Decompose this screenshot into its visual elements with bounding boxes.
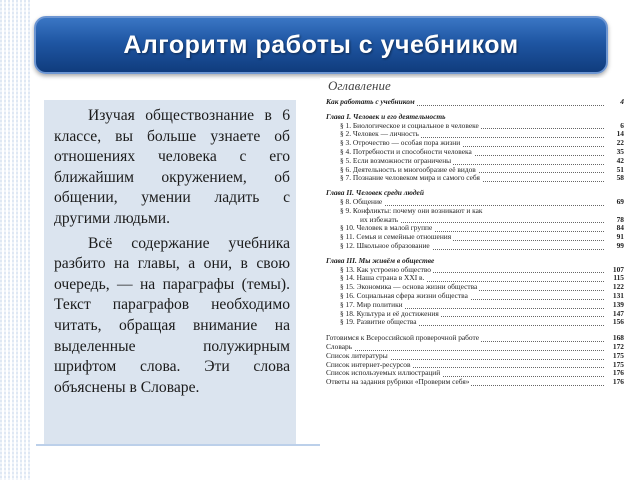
- toc-page-number: 35: [606, 148, 624, 157]
- toc-row: [320, 283, 626, 292]
- toc-row: [320, 292, 626, 301]
- toc-row: [320, 369, 626, 378]
- toc-row: [320, 334, 626, 343]
- toc-page-number: 107: [606, 266, 624, 275]
- toc-row: [320, 301, 626, 310]
- toc-dot-leader: [320, 350, 604, 351]
- toc-row-text: § 18. Культура и её достижения: [320, 310, 441, 319]
- toc-row-text: § 9. Конфликты: почему они возникают и как: [320, 207, 485, 216]
- toc-row: [320, 318, 626, 327]
- toc-row: [320, 122, 626, 131]
- toc-row: [320, 174, 626, 183]
- text-paragraph-2: Всё содержание учебника разбито на главы, а они, в свою очередь, — на параграфы (темы). Текст параграфов необходимо читать, обращая внимание на выделенные полужирным шрифтом слова. Эти слова объяснены в Словаре.: [54, 234, 290, 396]
- toc-page-number: 91: [606, 233, 624, 242]
- toc-page-number: 51: [606, 166, 624, 175]
- toc-row-text: их избежать: [320, 216, 400, 225]
- toc-row: [320, 157, 626, 166]
- toc-row-text: § 5. Если возможности ограничены: [320, 157, 453, 166]
- toc-row-text: Готовимся к Всероссийской проверочной работе: [320, 334, 481, 343]
- toc-page-number: 22: [606, 139, 624, 148]
- toc-row-text: § 16. Социальная сфера жизни общества: [320, 292, 470, 301]
- toc-row: [320, 130, 626, 139]
- toc-page-number: 175: [606, 352, 624, 361]
- toc-chapter-text: Глава I. Человек и его деятельность: [320, 113, 448, 122]
- toc-row: [320, 310, 626, 319]
- toc-row-text: § 19. Развитие общества: [320, 318, 419, 327]
- toc-row-text: Ответы на задания рубрики «Проверим себя»: [320, 378, 471, 387]
- toc-page-number: 131: [606, 292, 624, 301]
- toc-row-text: § 8. Общение: [320, 198, 384, 207]
- toc-row-text: Словарь: [320, 343, 354, 352]
- toc-row-text: § 13. Как устроено общество: [320, 266, 433, 275]
- toc-row-text: § 14. Наша страна в XXI в.: [320, 274, 426, 283]
- toc-row: [320, 361, 626, 370]
- toc-row-intro: [320, 98, 626, 107]
- toc-chapter-text: Глава III. Мы живём в обществе: [320, 257, 436, 266]
- text-card: [44, 100, 296, 444]
- toc-row-text: Список используемых иллюстраций: [320, 369, 442, 378]
- table-of-contents-image: [320, 78, 626, 466]
- toc-page-number: 156: [606, 318, 624, 327]
- toc-row-text: § 2. Человек — личность: [320, 130, 421, 139]
- toc-row-text: § 1. Биологическое и социальное в человеке: [320, 122, 481, 131]
- toc-page-number: 4: [606, 98, 624, 107]
- toc-row: [320, 233, 626, 242]
- toc-page-number: 168: [606, 334, 624, 343]
- toc-row-text: § 6. Деятельность и многообразие её видов: [320, 166, 478, 175]
- toc-row-text: § 10. Человек в малой группе: [320, 224, 434, 233]
- toc-row-text: § 11. Семья и семейные отношения: [320, 233, 453, 242]
- toc-row-text: § 17. Мир политики: [320, 301, 405, 310]
- toc-chapter-text: Глава II. Человек среди людей: [320, 189, 426, 198]
- toc-heading: Оглавление: [328, 78, 391, 93]
- text-paragraph-1: Изучая обществознание в 6 классе, вы больше узнаете об отношениях человека с его ближайшим окружением, об общении, умении ладить с другими людьми.: [54, 107, 290, 227]
- toc-row-text: Список интернет-ресурсов: [320, 361, 413, 370]
- toc-row-text: Как работать с учебником: [320, 98, 417, 107]
- toc-row-text: Список литературы: [320, 352, 390, 361]
- toc-page-number: 122: [606, 283, 624, 292]
- toc-page-number: 172: [606, 343, 624, 352]
- toc-page-number: 175: [606, 361, 624, 370]
- toc-row: [320, 148, 626, 157]
- title-banner: [34, 16, 608, 74]
- toc-row: [320, 242, 626, 251]
- toc-page-number: 139: [606, 301, 624, 310]
- slide-title: Алгоритм работы с учебником: [123, 30, 519, 59]
- toc-page-number: 69: [606, 198, 624, 207]
- toc-row-text: § 3. Отрочество — особая пора жизни: [320, 139, 462, 148]
- toc-page-number: 42: [606, 157, 624, 166]
- toc-row-text: § 4. Потребности и способности человека: [320, 148, 474, 157]
- toc-row: [320, 207, 626, 216]
- toc-page-number: 176: [606, 369, 624, 378]
- toc-row: [320, 139, 626, 148]
- toc-row: [320, 352, 626, 361]
- toc-row: [320, 166, 626, 175]
- toc-row-text: § 12. Школьное образование: [320, 242, 432, 251]
- toc-row-text: § 15. Экономика — основа жизни общества: [320, 283, 479, 292]
- toc-page-number: 176: [606, 378, 624, 387]
- toc-chapter-2-title: [320, 189, 626, 198]
- toc-chapter-3-title: [320, 257, 626, 266]
- toc-page-number: 99: [606, 242, 624, 251]
- toc-row: [320, 224, 626, 233]
- toc-row: [320, 198, 626, 207]
- toc-page-number: 147: [606, 310, 624, 319]
- toc-page-number: 84: [606, 224, 624, 233]
- toc-page-number: 78: [606, 216, 624, 225]
- toc-page-number: 115: [606, 274, 624, 283]
- decorative-side-stripe-overlay: [0, 0, 32, 480]
- toc-page-number: 6: [606, 122, 624, 131]
- toc-row: [320, 343, 626, 352]
- toc-chapter-1-title: [320, 113, 626, 122]
- toc-page-number: 58: [606, 174, 624, 183]
- toc-row: [320, 216, 626, 225]
- toc-row: [320, 378, 626, 387]
- toc-row-text: § 7. Познание человеком мира и самого себя: [320, 174, 482, 183]
- toc-spacer: [320, 327, 626, 334]
- toc-row: [320, 266, 626, 275]
- toc-row: [320, 274, 626, 283]
- toc-page-number: 14: [606, 130, 624, 139]
